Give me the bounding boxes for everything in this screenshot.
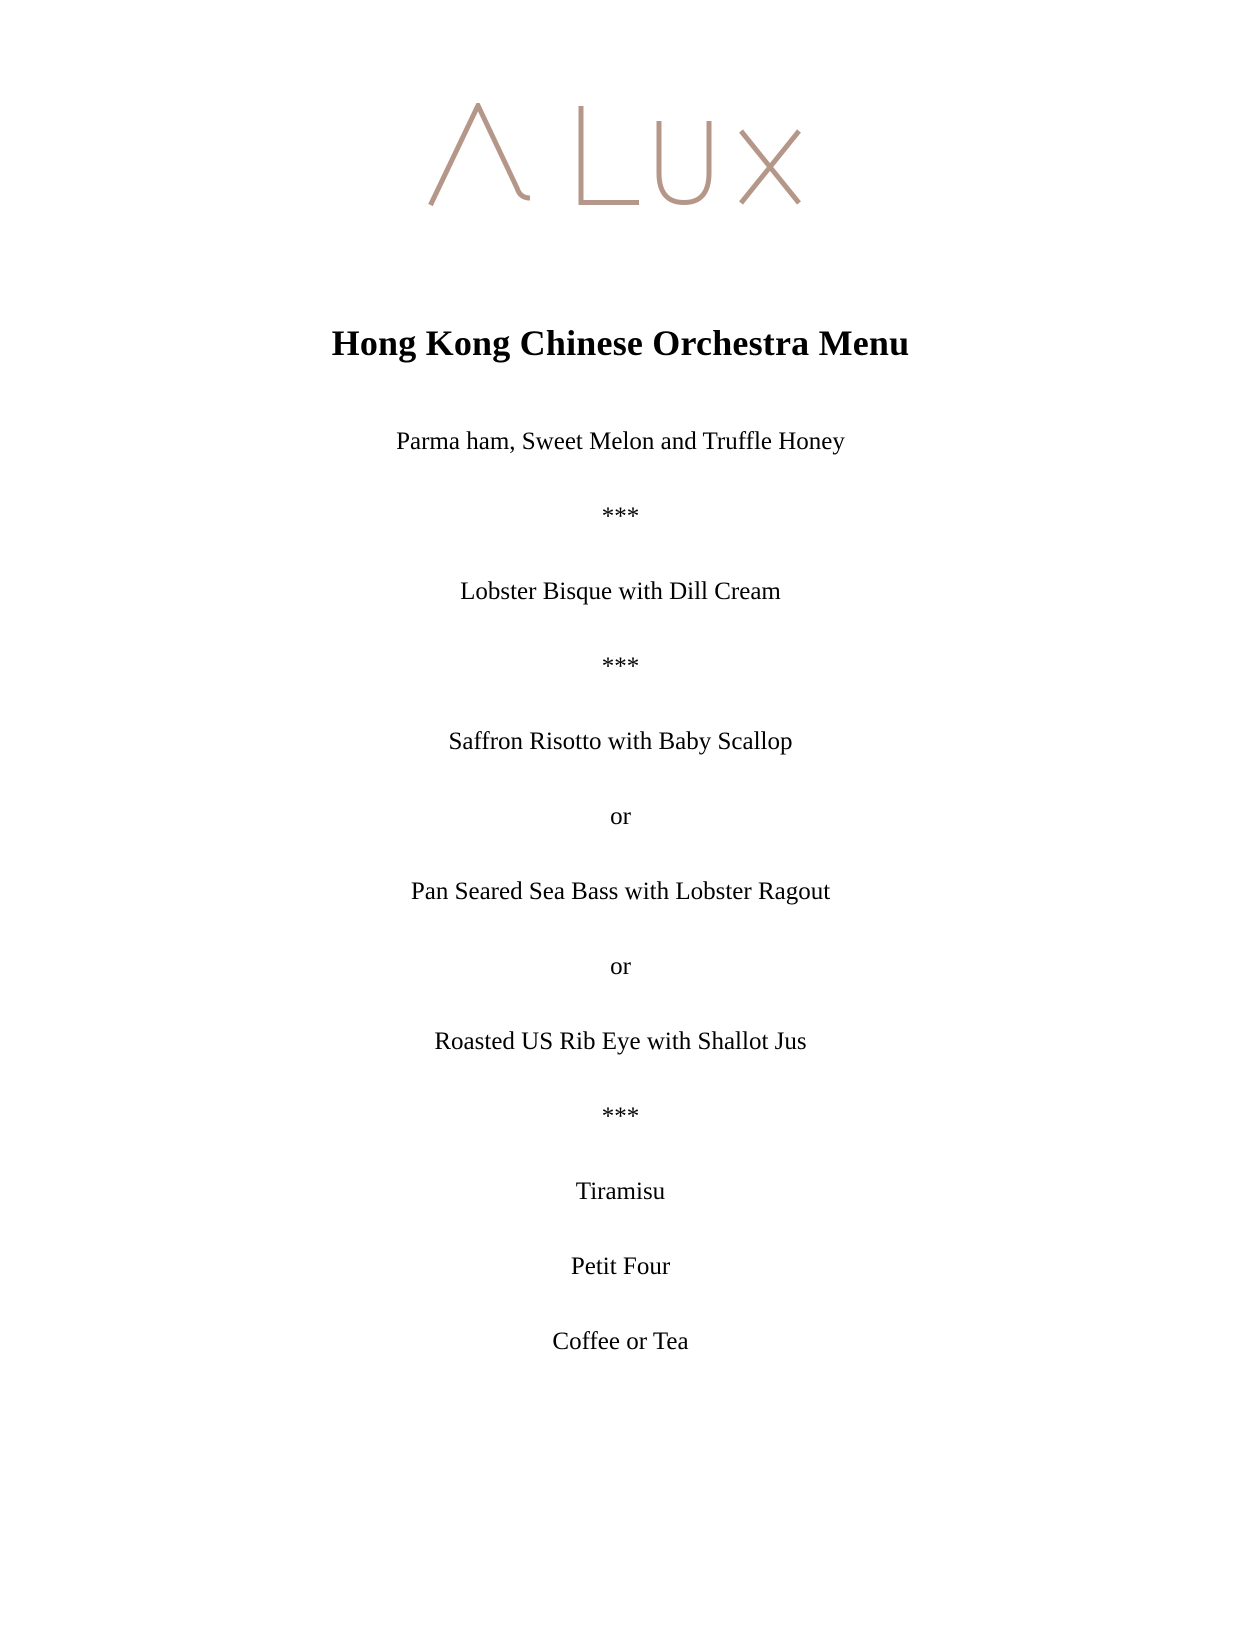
menu-separator: *** — [601, 503, 640, 530]
menu-choice-or: or — [610, 953, 631, 980]
logo — [0, 103, 1241, 212]
menu-item: Pan Seared Sea Bass with Lobster Ragout — [410, 878, 831, 905]
logo-glyph-l — [581, 106, 639, 203]
logo-glyph-u — [659, 121, 709, 203]
menu-separator: *** — [601, 653, 640, 680]
menu-item: Parma ham, Sweet Melon and Truffle Honey — [396, 428, 845, 455]
menu-item: Saffron Risotto with Baby Scallop — [448, 728, 793, 755]
a-lux-logo-icon — [428, 103, 803, 207]
menu-choice-or: or — [610, 803, 631, 830]
menu-item: Petit Four — [570, 1253, 671, 1280]
menu-item: Coffee or Tea — [552, 1328, 689, 1355]
menu-separator: *** — [601, 1103, 640, 1130]
menu-item: Lobster Bisque with Dill Cream — [460, 578, 781, 605]
page-title: Hong Kong Chinese Orchestra Menu — [331, 323, 910, 363]
menu-item: Tiramisu — [575, 1178, 666, 1205]
menu-item: Roasted US Rib Eye with Shallot Jus — [434, 1028, 807, 1055]
logo-glyph-x — [741, 131, 799, 203]
menu-list — [0, 404, 1241, 1379]
logo-glyph-lambda — [431, 106, 531, 206]
